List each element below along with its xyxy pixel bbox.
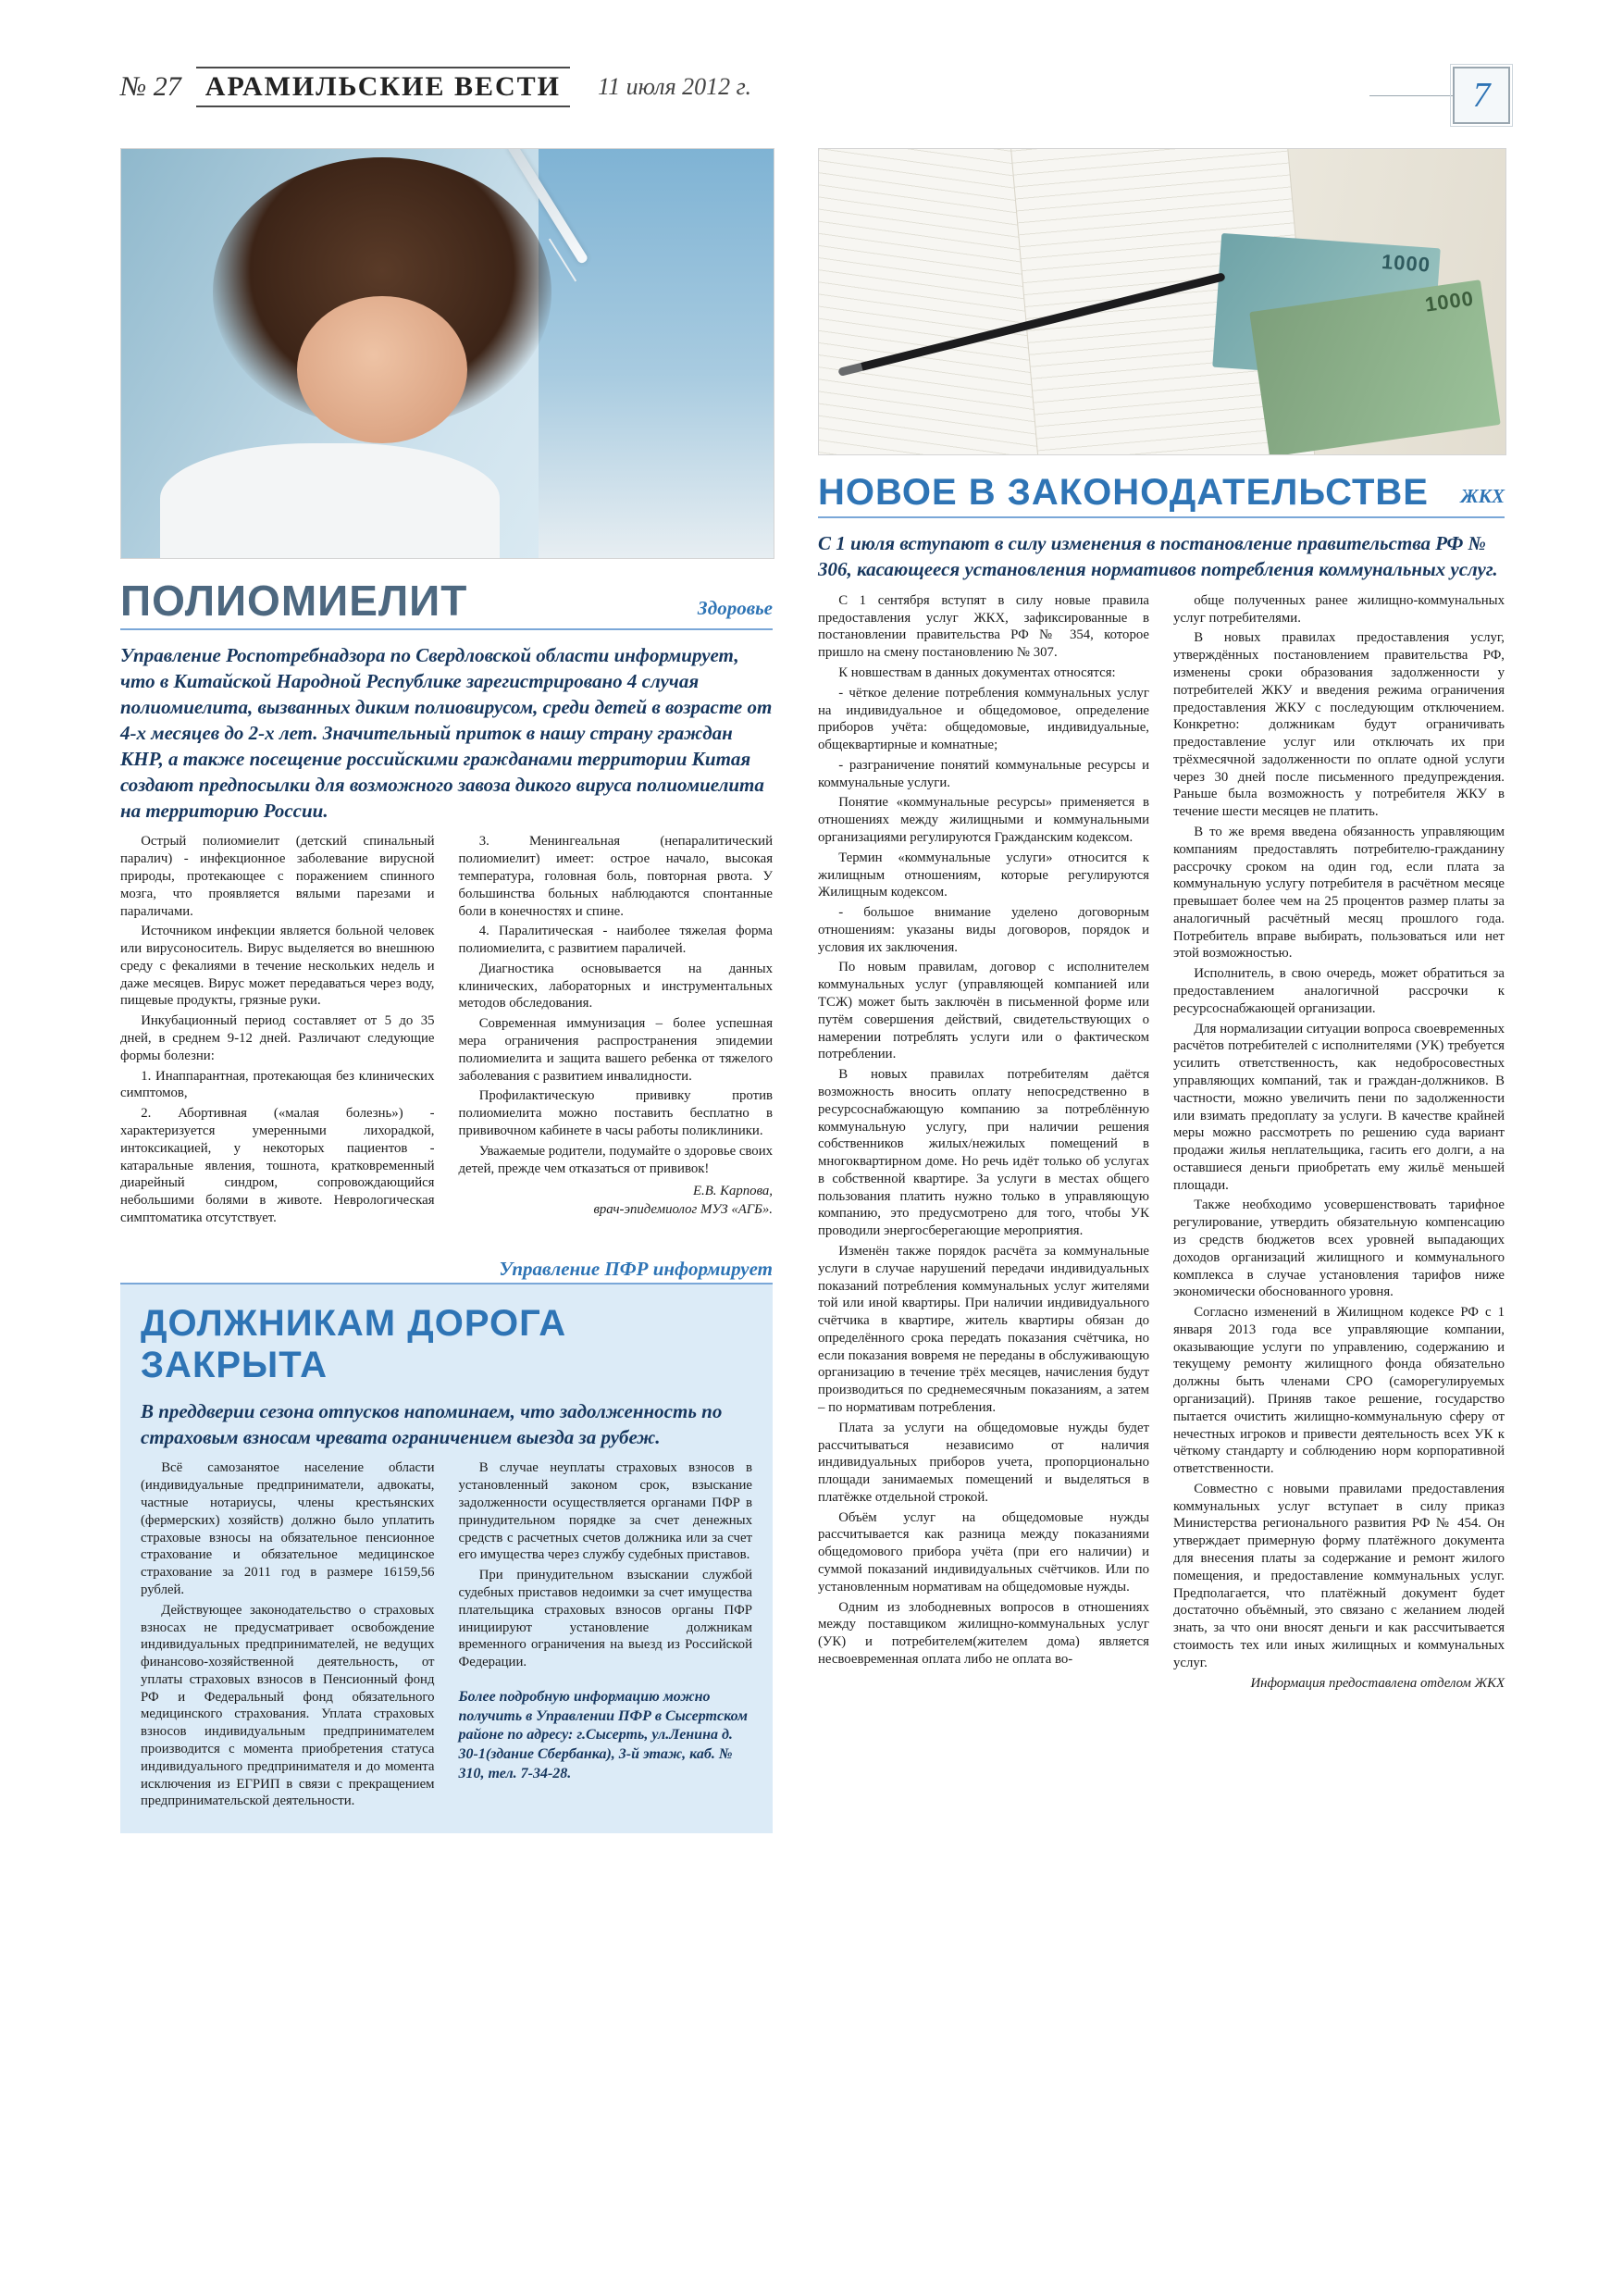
- law-article-head: [818, 472, 1505, 518]
- paragraph: Изменён также порядок расчёта за коммунальные услуги в случае нарушений передачи индивидуальных показаний потребления коммунальных услуг жителями той или иной квартиры. При наличии индивидуального счётчика в квартире, житель квартиры обязан до определённого срока передать показания счётчика, но если показания вовремя не переданы в обслуживающую организацию в течение трёх месяцев, начисления будут производиться по среднемесячным показаниям, а затем – по нормативам потребления.: [818, 1243, 1149, 1415]
- pfr-title: ДОЛЖНИКАМ ДОРОГА ЗАКРЫТА: [141, 1302, 567, 1385]
- paragraph: С 1 сентября вступят в силу новые правила предоставления услуг ЖКХ, зафиксированные в постановлении правительства РФ № 354, которое пришло на смену постановлению № 307.: [818, 592, 1149, 661]
- pfr-section: [120, 1285, 773, 1833]
- page-number-rule: [1369, 95, 1453, 96]
- paragraph: 1. Инаппарантная, протекающая без клинических симптомов,: [120, 1068, 435, 1101]
- law-column-2-wrap: [1173, 592, 1505, 1705]
- rubric-pfr: Управление ПФР информирует: [499, 1257, 773, 1280]
- paragraph: - разграничение понятий коммунальные ресурсы и коммунальные услуги.: [818, 757, 1149, 790]
- paragraph: обще полученных ранее жилищно-коммунальных услуг потребителями.: [1173, 592, 1505, 626]
- paragraph: Объём услуг на общедомовые нужды рассчитывается как разница между показаниями общедомового прибора учёта (при его наличии) и суммой показаний индивидуальных счётчиков. Или по установленным нормативам на общедомовые нужды.: [818, 1509, 1149, 1595]
- polio-columns: [120, 833, 773, 1229]
- polio-title: ПОЛИОМИЕЛИТ: [120, 577, 468, 625]
- polio-photo: [120, 148, 774, 559]
- rubric-health: Здоровье: [697, 597, 773, 619]
- page-number: 7: [1472, 76, 1491, 115]
- left-column: [120, 148, 773, 1833]
- paragraph: - большое внимание уделено договорным отношениям: указаны виды договоров, порядок и условия их заключения.: [818, 905, 1149, 955]
- paragraph: В случае неуплаты страховых взносов в установленный законом срок, взыскание задолженности осуществляется органами ПФР в принудительном порядке за счет денежных средств с расчетных счетов должника или за счет его имущества через службу судебных приставов.: [458, 1460, 752, 1563]
- paragraph: Плата за услуги на общедомовые нужды будет рассчитываться независимо от наличия индивидуальных приборов учета, пропорционально площади занимаемых помещений и выделяться в платёжке отдельной строкой.: [818, 1420, 1149, 1505]
- paragraph: Инкубационный период составляет от 5 до 35 дней, в среднем 9-12 дней. Различают следующие формы болезни:: [120, 1013, 435, 1063]
- signature-name: Е.В. Карпова,: [692, 1184, 773, 1199]
- issue-number: № 27: [120, 71, 181, 102]
- law-credit: Информация предоставлена отделом ЖКХ: [1250, 1675, 1505, 1691]
- pfr-column-2: [459, 1459, 753, 1670]
- paragraph: Одним из злободневных вопросов в отношениях между поставщиком жилищно-коммунальных услуг (УК) и потребителем(жителем дома) является несвоевременная оплата либо не оплата во-: [818, 1599, 1149, 1667]
- rubric-zhkh: ЖКХ: [1460, 485, 1505, 507]
- law-title: НОВОЕ В ЗАКОНОДАТЕЛЬСТВЕ: [818, 472, 1429, 513]
- child-shirt: [160, 443, 500, 559]
- paragraph: Всё самозанятое население области (индивидуальные предприниматели, адвокаты, частные нотариусы, члены крестьянских (фермерских) хозяйств) должно было уплатить страховые взносы на обязательное пенсионное страхование и обязательное медицинское страхование за 2011 год в размере 16159,56 рублей.: [141, 1460, 435, 1597]
- paragraph: Современная иммунизация – более успешная мера ограничения распространения эпидемии полиомиелита и защита вашего ребенка от тяжелого заболевания с развитием инвалидности.: [458, 1016, 773, 1084]
- polio-column-1: [120, 833, 435, 1229]
- polio-article-head: [120, 576, 773, 630]
- paragraph: Уважаемые родители, подумайте о здоровье своих детей, прежде чем отказаться от прививок!: [458, 1143, 774, 1176]
- paragraph: - чёткое деление потребления коммунальных услуг на индивидуальное и общедомовое, определение приборов учёта: общедомовые, индивидуальные, общеквартирные и комнатные;: [818, 685, 1149, 753]
- paragraph: Профилактическую прививку против полиомиелита можно поставить бесплатно в прививочном кабинете в часы работы поликлиники.: [458, 1088, 773, 1138]
- polio-column-2: [459, 833, 774, 1177]
- paragraph: Диагностика основывается на данных клинических, лабораторных и инструментальных методов обследования.: [458, 961, 773, 1011]
- paragraph: 2. Абортивная («малая болезнь») - характеризуется умеренными лихорадкой, интоксикацией, у некоторых пациентов - катаральные явления, тошнота, кратковременный диарейный синдром, сопровождающийся небольшими болями в животе. Неврологическая симптоматика отсутствует.: [120, 1106, 435, 1225]
- pfr-columns: [141, 1459, 752, 1813]
- paragraph: Действующее законодательство о страховых взносах не предусматривает освобождение индивидуальных предпринимателей, не ведущих финансово-хозяйственной деятельность, от уплаты страховых взносов в Пенсионный фонд РФ и Федеральный фонд обязательного медицинского страхования. Уплата страховых взносов индивидуальным предпринимателем производится с момента приобретения статуса индивидуального предпринимателя и до момента исключения из ЕГРИП в связи с прекращением предпринимательской деятельности.: [141, 1602, 435, 1809]
- paragraph: Понятие «коммунальные ресурсы» применяется в отношениях между жилищными и коммунальными организациями регулируются Гражданским кодексом.: [818, 795, 1149, 845]
- polio-signature: [459, 1183, 774, 1218]
- paragraph: В новых правилах потребителям даётся возможность вносить оплату непосредственно в ресурсоснабжающую компанию за потреблённую коммунальную услугу, при наличии решения собственников жилых/нежилых помещений в многоквартирном доме. Но речь идёт только об услугах в собственной квартире. За услуги в местах общего пользования платить нужно только в управляющую компанию, это предусмотрено для того, чтобы УК проводили энергосберегающие мероприятия.: [818, 1067, 1149, 1239]
- utilities-photo: [818, 148, 1506, 455]
- paragraph: 4. Паралитическая - наиболее тяжелая форма полиомиелита, с развитием параличей.: [458, 924, 773, 957]
- paragraph: Исполнитель, в свою очередь, может обратиться за предоставлением аналогичной рассрочки к ресурсоснабжающей организации.: [1173, 966, 1505, 1016]
- paragraph: Согласно изменений в Жилищном кодексе РФ с 1 января 2013 года все управляющие компании, оказывающие услуги по управлению, содержанию и текущему ремонту жилищного фонда обязательно должны быть членами СРО (саморегулируемых организаций). Приняв такое решение, государство пытается очистить жилищно-коммунальную сферу от нечестных игроков и привести деятельность всех УК к чёткому стандарту и соблюдению норм корпоративной ответственности.: [1173, 1305, 1505, 1477]
- paragraph: Совместно с новыми правилами предоставления коммунальных услуг вступает в силу приказ Министерства регионального развития РФ № 454. Он утверждает примерную форму платёжного документа для внесения платы за содержание и ремонт жилого помещения, и предоставление коммунальных услуг. Предполагается, что платёжный документ будет достаточно объёмный, это связано с желанием людей знать, за что они вносят деньги и как рассчитывается стоимость тех или иных жилищных и коммунальных услуг.: [1173, 1481, 1505, 1670]
- polio-lead: Управление Роспотребнадзора по Свердловской области информирует, что в Китайской Народной Республике зарегистрировано 4 случая полиомиелита, вызванных диким полиовирусом, среди детей в возрасте от 4-х месяцев до 2-х лет. Значительный приток в нашу страну граждан КНР, а также посещение российскими гражданами территории Китая создают предпосылки для возможного завоза дикого вируса полиомиелита на территорию России.: [120, 644, 773, 822]
- paragraph: Также необходимо усовершенствовать тарифное регулирование, утвердить обязательную компенсацию из средств бюджетов всех уровней выпадающих доходов организаций жилищного и коммунального комплекса в случае установления тарифов ниже экономически обоснованного уровня.: [1173, 1198, 1505, 1300]
- masthead-title: АРАМИЛЬСКИЕ ВЕСТИ: [204, 71, 561, 102]
- child-face: [297, 296, 466, 443]
- paragraph: При принудительном взыскании службой судебных приставов недоимки за счет имущества плательщика страховых взносов органы ПФР инициируют установление должникам временного ограничения на выезд из Российской Федерации.: [458, 1568, 752, 1670]
- masthead-left: [120, 67, 751, 107]
- paragraph: 3. Менингеальная (непаралитический полиомиелит) имеет: острое начало, высокая температура, головная боль, повторная рвота. У большинства больных наблюдаются спонтанные боли в конечностях и спине.: [458, 834, 773, 919]
- pfr-column-1: [141, 1459, 435, 1813]
- pfr-column-2-wrap: [459, 1459, 753, 1813]
- paragraph: По новым правилам, договор с исполнителем коммунальных услуг (управляющей компанией или ТСЖ) может быть заключён в письменной форме или путём совершения действий, свидетельствующих о намерении потреблять услуги или о фактическом потреблении.: [818, 960, 1149, 1062]
- page-content: [120, 148, 1510, 1833]
- masthead-title-wrap: [196, 67, 570, 107]
- law-column-1: [818, 592, 1149, 1705]
- pfr-contact-info: Более подробную информацию можно получить в Управлении ПФР в Сысертском районе по адресу: г.Сысерть, ул.Ленина д. 30-1(здание Сбербанка), 3-й этаж, каб. № 310, тел. 7-34-28.: [458, 1688, 748, 1782]
- nurse-figure: [539, 149, 774, 558]
- pfr-rubric-row: [120, 1258, 773, 1285]
- banknote: [1249, 280, 1501, 455]
- paragraph: Термин «коммунальные услуги» относится к жилищным отношениям, которые регулируются Жилищным кодексом.: [818, 850, 1149, 900]
- law-lead: С 1 июля вступают в силу изменения в постановление правительства РФ № 306, касающееся установления нормативов потребления коммунальных услуг.: [818, 532, 1498, 580]
- issue-date: 11 июля 2012 г.: [598, 73, 751, 100]
- page-number-area: [1369, 67, 1510, 124]
- paragraph: К новшествам в данных документах относятся:: [838, 664, 1116, 680]
- law-columns: [818, 592, 1505, 1705]
- right-column: [818, 148, 1505, 1705]
- paragraph: Острый полиомиелит (детский спинальный паралич) - инфекционное заболевание вирусной природы, протекающее с поражением спинного мозга, что проявляется вялыми парезами и параличами.: [120, 834, 435, 919]
- law-column-2: [1173, 592, 1505, 1672]
- page-header: [120, 67, 1510, 124]
- paragraph: Источником инфекции является больной человек или вирусоноситель. Вирус выделяется во внешнюю среду с фекалиями в течение нескольких недель и даже месяцев. Вирус может передаваться через воду, пищевые продукты, грязные руки.: [120, 924, 435, 1009]
- polio-column-2-wrap: [459, 833, 774, 1229]
- banknote-denomination: 1000: [1423, 286, 1476, 317]
- paragraph: Для нормализации ситуации вопроса своевременных расчётов потребителей с исполнителями (УК) требуется усилить ответственность, как недобросовестных управляющих компаний, так и граждан-должников. В частности, можно увеличить пени по задолженности или взимать предоплату за услуги. В качестве крайней меры можно рассмотреть по решению суда вариант продажи жилья неплательщика, гасить его долги, а на оставшиеся деньги приобретать ему жильё меньшей площади.: [1173, 1021, 1505, 1193]
- banknote-denomination: 1000: [1381, 250, 1432, 277]
- pfr-lead: В преддверии сезона отпусков напоминаем, что задолженность по страховым взносам чревата ограничением выезда за рубеж.: [141, 1399, 723, 1448]
- paragraph: В новых правилах предоставления услуг, утверждённых постановлением правительства РФ, изменены сроки образования задолженности у потребителей ЖКУ и введения режима ограничения предоставления ЖКУ с последующим отключением. Конкретно: должникам будут ограничивать предоставление услуг или отключать их при трёхмесячной задолженности по оплате одной услуги через 30 дней после письменного предупреждения. Раньше была возможность у потребителя ЖКУ в течение шести месяцев не платить.: [1173, 630, 1505, 820]
- page-number-box: [1453, 67, 1510, 124]
- paragraph: В то же время введена обязанность управляющим компаниям предоставлять потребителю-гражданину рассрочку сроком на один год, если плата за коммунальную услугу потребителя в расчётном месяце превышает более чем на 25 процентов размер платы за аналогичный расчётный месяц прошлого года. Потребитель вправе выбирать, пользоваться или нет этой возможностью.: [1173, 825, 1505, 962]
- signature-role: врач-эпидемиолог МУЗ «АГБ».: [593, 1201, 773, 1217]
